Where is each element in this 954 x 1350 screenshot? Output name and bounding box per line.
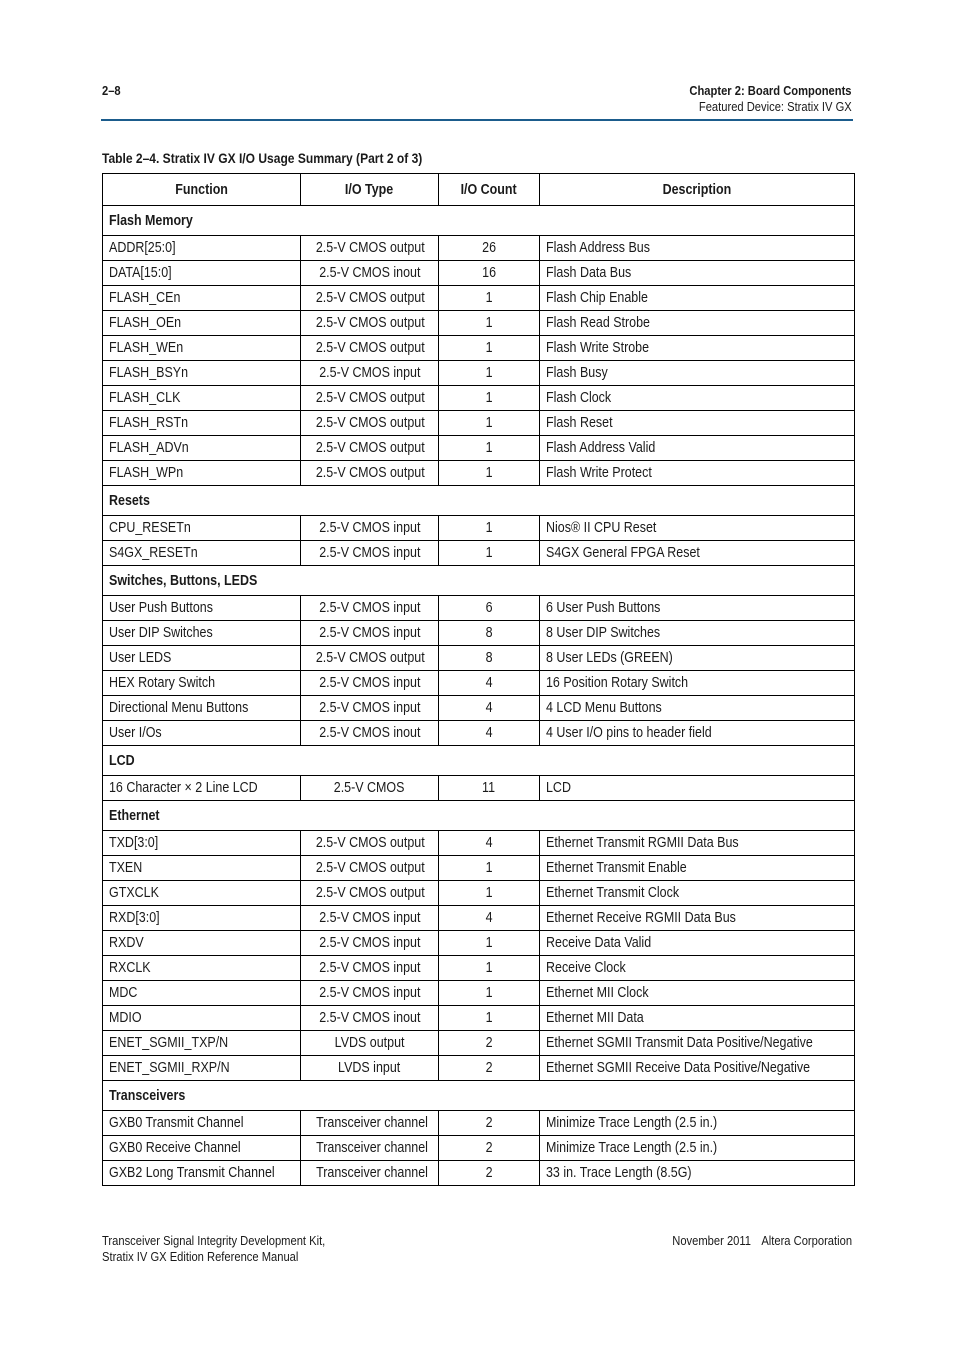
cell-io-count: 2: [439, 1056, 540, 1081]
cell-io-count: 6: [439, 596, 540, 621]
column-header: I/O Count: [439, 174, 540, 206]
cell-io-count: 4: [439, 671, 540, 696]
cell-function: FLASH_WEn: [103, 336, 301, 361]
cell-description: Flash Chip Enable: [540, 286, 855, 311]
column-header: Description: [540, 174, 855, 206]
table-header-row: [103, 174, 855, 206]
table-row: [103, 541, 855, 566]
cell-description: Ethernet Transmit Clock: [540, 881, 855, 906]
cell-io-count: 1: [439, 461, 540, 486]
table-row: [103, 336, 855, 361]
cell-io-type: 2.5-V CMOS input: [301, 361, 439, 386]
column-header: I/O Type: [301, 174, 439, 206]
cell-io-type: 2.5-V CMOS output: [301, 386, 439, 411]
cell-function: FLASH_WPn: [103, 461, 301, 486]
section-title: Switches, Buttons, LEDS: [103, 566, 855, 596]
table-row: [103, 311, 855, 336]
cell-description: 4 LCD Menu Buttons: [540, 696, 855, 721]
cell-io-count: 1: [439, 361, 540, 386]
table-row: [103, 831, 855, 856]
cell-io-count: 4: [439, 696, 540, 721]
cell-io-count: 1: [439, 856, 540, 881]
cell-description: Flash Reset: [540, 411, 855, 436]
footer-publication: [643, 1233, 852, 1248]
cell-io-count: 4: [439, 721, 540, 746]
cell-io-count: 1: [439, 516, 540, 541]
table-row: [103, 646, 855, 671]
cell-io-type: 2.5-V CMOS output: [301, 236, 439, 261]
cell-io-count: 2: [439, 1161, 540, 1186]
cell-io-count: 2: [439, 1136, 540, 1161]
cell-function: HEX Rotary Switch: [103, 671, 301, 696]
cell-io-type: 2.5-V CMOS input: [301, 541, 439, 566]
cell-function: CPU_RESETn: [103, 516, 301, 541]
cell-io-count: 1: [439, 981, 540, 1006]
cell-io-count: 8: [439, 646, 540, 671]
table-row: [103, 1111, 855, 1136]
cell-description: Ethernet SGMII Receive Data Positive/Negative: [540, 1056, 855, 1081]
table-row: [103, 286, 855, 311]
cell-io-type: 2.5-V CMOS output: [301, 461, 439, 486]
section-row: [103, 486, 855, 516]
cell-io-count: 1: [439, 311, 540, 336]
cell-description: 33 in. Trace Length (8.5G): [540, 1161, 855, 1186]
io-usage-table: [102, 173, 855, 1186]
cell-io-type: 2.5-V CMOS output: [301, 881, 439, 906]
cell-io-type: 2.5-V CMOS output: [301, 646, 439, 671]
cell-io-count: 4: [439, 906, 540, 931]
cell-function: S4GX_RESETn: [103, 541, 301, 566]
cell-description: Ethernet MII Data: [540, 1006, 855, 1031]
cell-function: GXB0 Receive Channel: [103, 1136, 301, 1161]
cell-description: Ethernet SGMII Transmit Data Positive/Negative: [540, 1031, 855, 1056]
cell-description: S4GX General FPGA Reset: [540, 541, 855, 566]
cell-io-type: 2.5-V CMOS input: [301, 696, 439, 721]
cell-function: FLASH_BSYn: [103, 361, 301, 386]
cell-function: FLASH_CEn: [103, 286, 301, 311]
cell-description: Receive Data Valid: [540, 931, 855, 956]
section-row: [103, 566, 855, 596]
cell-description: Receive Clock: [540, 956, 855, 981]
header-rule: [101, 119, 853, 121]
table-row: [103, 1161, 855, 1186]
cell-function: FLASH_ADVn: [103, 436, 301, 461]
cell-function: FLASH_CLK: [103, 386, 301, 411]
table-row: [103, 776, 855, 801]
cell-function: User I/Os: [103, 721, 301, 746]
cell-function: TXD[3:0]: [103, 831, 301, 856]
cell-function: User LEDS: [103, 646, 301, 671]
cell-function: 16 Character × 2 Line LCD: [103, 776, 301, 801]
cell-function: RXCLK: [103, 956, 301, 981]
cell-description: 4 User I/O pins to header field: [540, 721, 855, 746]
cell-io-type: 2.5-V CMOS output: [301, 336, 439, 361]
table-row: [103, 361, 855, 386]
section-row: [103, 1081, 855, 1111]
table-caption: Table 2–4. Stratix IV GX I/O Usage Summary (Part 2 of 3): [102, 150, 423, 166]
cell-io-count: 1: [439, 336, 540, 361]
cell-description: Minimize Trace Length (2.5 in.): [540, 1111, 855, 1136]
cell-function: DATA[15:0]: [103, 261, 301, 286]
cell-io-type: LVDS output: [301, 1031, 439, 1056]
cell-function: FLASH_OEn: [103, 311, 301, 336]
cell-io-type: LVDS input: [301, 1056, 439, 1081]
cell-io-type: 2.5-V CMOS input: [301, 516, 439, 541]
cell-io-type: 2.5-V CMOS input: [301, 671, 439, 696]
section-title: Flash Memory: [103, 206, 855, 236]
section-title: Transceivers: [103, 1081, 855, 1111]
cell-io-type: 2.5-V CMOS inout: [301, 721, 439, 746]
section-title: Ethernet: [103, 801, 855, 831]
table-row: [103, 261, 855, 286]
cell-function: TXEN: [103, 856, 301, 881]
cell-function: ENET_SGMII_RXP/N: [103, 1056, 301, 1081]
cell-io-count: 1: [439, 931, 540, 956]
cell-io-type: Transceiver channel: [301, 1111, 439, 1136]
cell-io-type: 2.5-V CMOS output: [301, 311, 439, 336]
cell-description: Flash Write Strobe: [540, 336, 855, 361]
cell-io-count: 26: [439, 236, 540, 261]
footer-date: November 2011: [672, 1233, 751, 1248]
cell-description: Nios® II CPU Reset: [540, 516, 855, 541]
cell-io-count: 1: [439, 286, 540, 311]
cell-io-type: 2.5-V CMOS input: [301, 596, 439, 621]
cell-function: MDIO: [103, 1006, 301, 1031]
cell-io-count: 8: [439, 621, 540, 646]
section-row: [103, 206, 855, 236]
cell-io-count: 2: [439, 1031, 540, 1056]
cell-function: FLASH_RSTn: [103, 411, 301, 436]
cell-description: Flash Address Bus: [540, 236, 855, 261]
cell-io-count: 1: [439, 881, 540, 906]
column-header: Function: [103, 174, 301, 206]
table-row: [103, 236, 855, 261]
section-title: Resets: [103, 486, 855, 516]
table-row: [103, 516, 855, 541]
cell-function: GXB0 Transmit Channel: [103, 1111, 301, 1136]
cell-io-type: 2.5-V CMOS input: [301, 621, 439, 646]
cell-description: 8 User LEDs (GREEN): [540, 646, 855, 671]
table-row: [103, 1031, 855, 1056]
cell-description: LCD: [540, 776, 855, 801]
cell-io-type: 2.5-V CMOS output: [301, 411, 439, 436]
cell-description: Ethernet MII Clock: [540, 981, 855, 1006]
cell-description: Flash Clock: [540, 386, 855, 411]
cell-function: ENET_SGMII_TXP/N: [103, 1031, 301, 1056]
section-row: [103, 801, 855, 831]
cell-io-count: 1: [439, 386, 540, 411]
cell-description: Minimize Trace Length (2.5 in.): [540, 1136, 855, 1161]
running-header: [663, 83, 852, 115]
table-row: [103, 1136, 855, 1161]
page-number: 2–8: [102, 83, 121, 98]
table-row: [103, 386, 855, 411]
table-row: [103, 856, 855, 881]
cell-io-type: Transceiver channel: [301, 1136, 439, 1161]
cell-description: Ethernet Transmit RGMII Data Bus: [540, 831, 855, 856]
cell-function: ADDR[25:0]: [103, 236, 301, 261]
table-row: [103, 696, 855, 721]
cell-io-type: 2.5-V CMOS output: [301, 436, 439, 461]
table-row: [103, 621, 855, 646]
table-row: [103, 436, 855, 461]
cell-function: Directional Menu Buttons: [103, 696, 301, 721]
table-row: [103, 906, 855, 931]
table-row: [103, 596, 855, 621]
section-title: Featured Device: Stratix IV GX: [699, 99, 852, 114]
table-row: [103, 1006, 855, 1031]
cell-function: RXD[3:0]: [103, 906, 301, 931]
cell-io-type: 2.5-V CMOS: [301, 776, 439, 801]
cell-description: Flash Busy: [540, 361, 855, 386]
cell-io-count: 1: [439, 541, 540, 566]
section-title: LCD: [103, 746, 855, 776]
table-row: [103, 411, 855, 436]
cell-io-type: 2.5-V CMOS inout: [301, 1006, 439, 1031]
cell-io-count: 11: [439, 776, 540, 801]
cell-description: 16 Position Rotary Switch: [540, 671, 855, 696]
cell-function: User DIP Switches: [103, 621, 301, 646]
table-row: [103, 931, 855, 956]
cell-io-count: 16: [439, 261, 540, 286]
cell-description: Flash Read Strobe: [540, 311, 855, 336]
footer-company: Altera Corporation: [761, 1233, 852, 1248]
cell-description: Flash Write Protect: [540, 461, 855, 486]
footer-manual-title: Transceiver Signal Integrity Development Kit, Stratix IV GX Edition Reference Manual: [102, 1233, 326, 1264]
table-row: [103, 1056, 855, 1081]
cell-function: GXB2 Long Transmit Channel: [103, 1161, 301, 1186]
cell-io-count: 1: [439, 1006, 540, 1031]
section-row: [103, 746, 855, 776]
cell-io-type: 2.5-V CMOS output: [301, 286, 439, 311]
table-body: [103, 206, 855, 1186]
cell-io-count: 1: [439, 436, 540, 461]
cell-description: 6 User Push Buttons: [540, 596, 855, 621]
cell-description: Ethernet Transmit Enable: [540, 856, 855, 881]
cell-function: MDC: [103, 981, 301, 1006]
cell-io-type: 2.5-V CMOS inout: [301, 261, 439, 286]
cell-io-type: 2.5-V CMOS input: [301, 906, 439, 931]
table-row: [103, 981, 855, 1006]
cell-io-type: 2.5-V CMOS output: [301, 856, 439, 881]
cell-io-count: 1: [439, 411, 540, 436]
cell-io-type: 2.5-V CMOS output: [301, 831, 439, 856]
cell-io-type: 2.5-V CMOS input: [301, 931, 439, 956]
cell-function: GTXCLK: [103, 881, 301, 906]
cell-description: 8 User DIP Switches: [540, 621, 855, 646]
cell-io-count: 4: [439, 831, 540, 856]
cell-function: RXDV: [103, 931, 301, 956]
cell-description: Flash Address Valid: [540, 436, 855, 461]
cell-io-count: 2: [439, 1111, 540, 1136]
table-row: [103, 671, 855, 696]
table-row: [103, 881, 855, 906]
cell-io-type: Transceiver channel: [301, 1161, 439, 1186]
cell-io-count: 1: [439, 956, 540, 981]
cell-io-type: 2.5-V CMOS input: [301, 981, 439, 1006]
table-row: [103, 461, 855, 486]
cell-io-type: 2.5-V CMOS input: [301, 956, 439, 981]
table-row: [103, 721, 855, 746]
table-row: [103, 956, 855, 981]
cell-description: Flash Data Bus: [540, 261, 855, 286]
cell-function: User Push Buttons: [103, 596, 301, 621]
cell-description: Ethernet Receive RGMII Data Bus: [540, 906, 855, 931]
chapter-title: Chapter 2: Board Components: [689, 83, 852, 98]
